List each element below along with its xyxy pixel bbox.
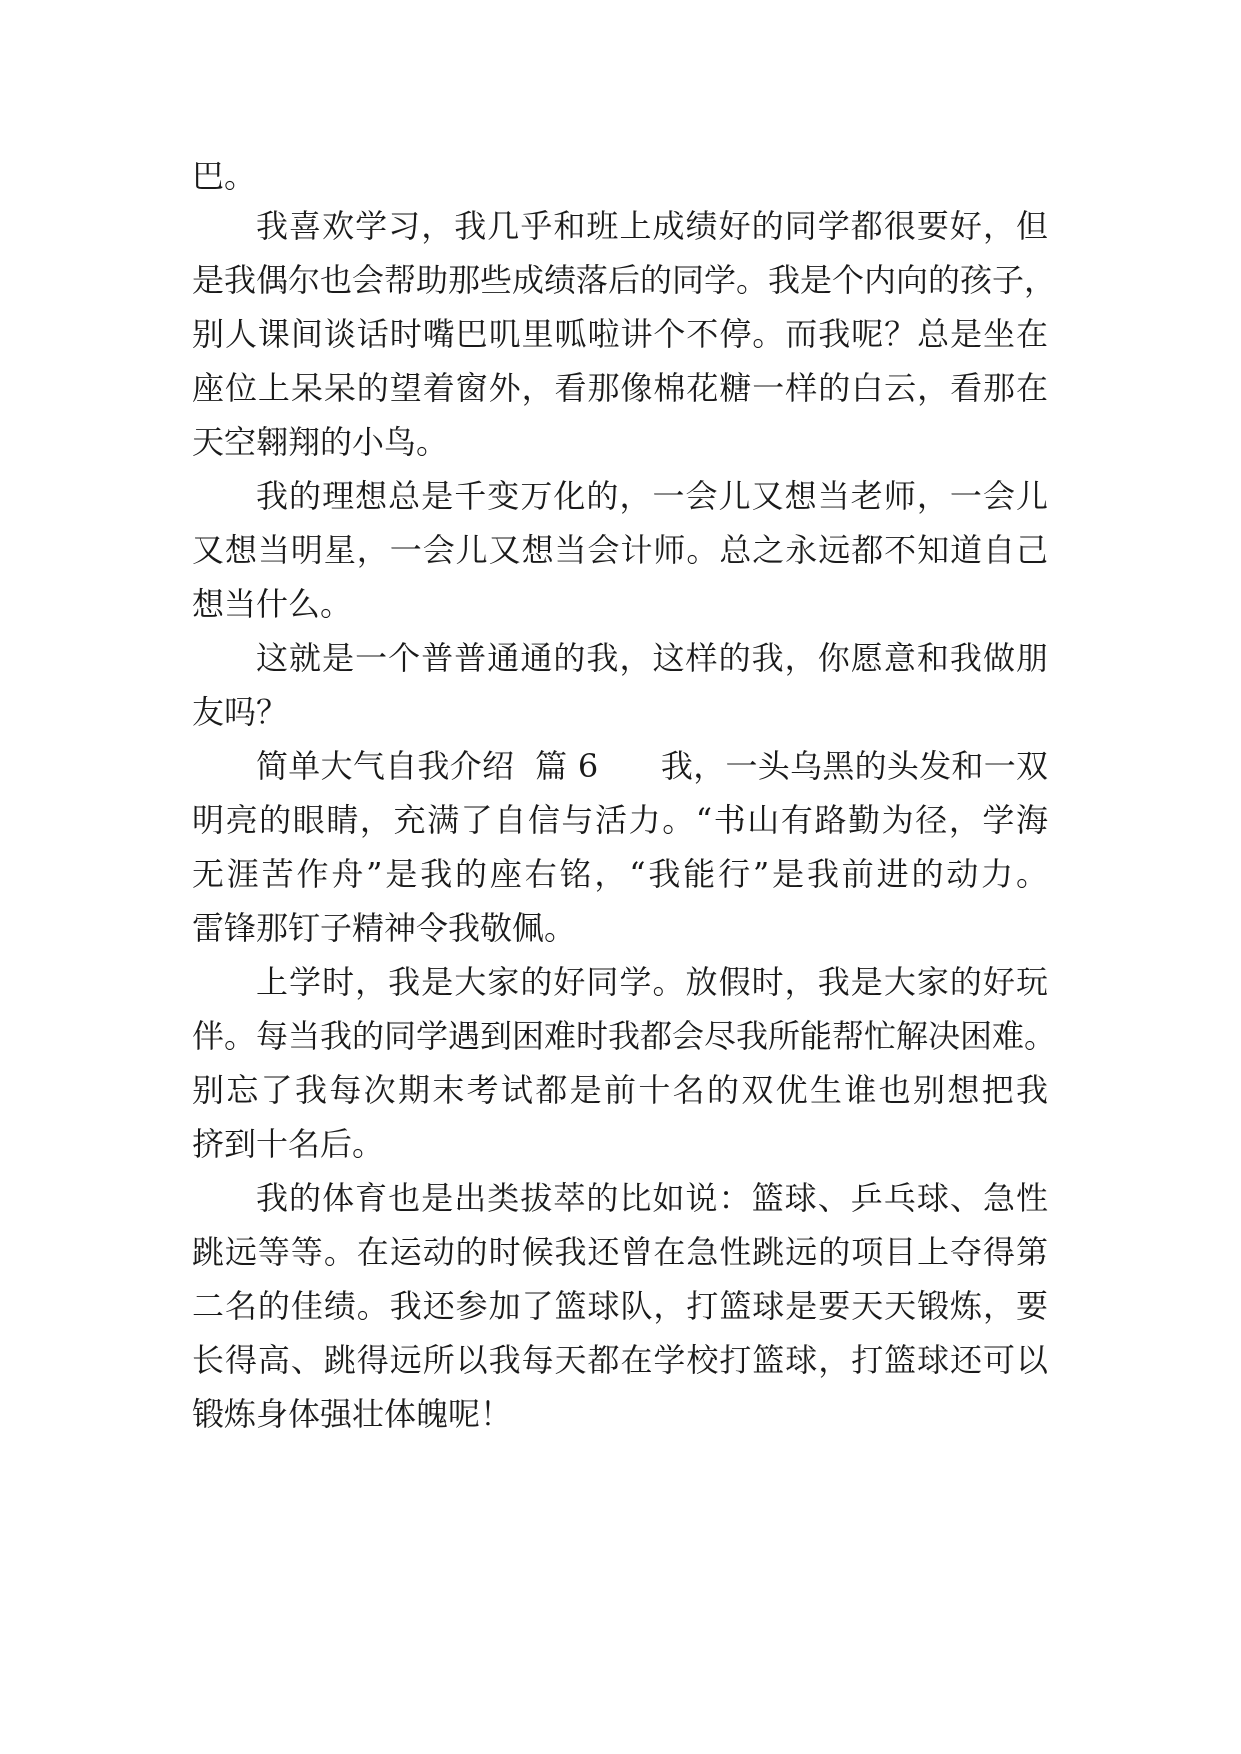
text-line: 明亮的眼睛，充满了自信与活力。“书山有路勤为径，学海	[192, 801, 1048, 839]
text-line: 座位上呆呆的望着窗外，看那像棉花糖一样的白云，看那在	[192, 369, 1048, 407]
text-line: 是我偶尔也会帮助那些成绩落后的同学。我是个内向的孩子，	[192, 261, 1057, 299]
text-line: 天空翱翔的小鸟。	[192, 423, 449, 461]
paragraph-start-line: 我的体育也是出类拔萃的比如说：篮球、乒乓球、急性	[256, 1179, 1048, 1217]
paragraph-start-line: 我的理想总是千变万化的，一会儿又想当老师，一会儿	[256, 477, 1048, 515]
text-line: 锻炼身体强壮体魄呢！	[192, 1395, 513, 1433]
text-line: 友吗？	[192, 693, 289, 731]
text-line: 跳远等等。在运动的时候我还曾在急性跳远的项目上夺得第	[192, 1233, 1048, 1271]
text-line: 无涯苦作舟”是我的座右铭，“我能行”是我前进的动力。	[192, 855, 1048, 893]
paragraph-start-line: 上学时，我是大家的好同学。放假时，我是大家的好玩	[256, 963, 1048, 1001]
paragraph-start-line: 我喜欢学习，我几乎和班上成绩好的同学都很要好，但	[256, 207, 1048, 245]
text-line: 挤到十名后。	[192, 1125, 385, 1163]
text-line: 巴。	[192, 157, 257, 195]
text-line: 又想当明星，一会儿又想当会计师。总之永远都不知道自己	[192, 531, 1048, 569]
text-line: 雷锋那钉子精神令我敬佩。	[192, 909, 577, 947]
text-line: 二名的佳绩。我还参加了篮球队，打篮球是要天天锻炼，要	[192, 1287, 1048, 1325]
section-heading-line: 简单大气自我介绍 篇 6 我，一头乌黑的头发和一双	[256, 747, 1048, 785]
text-line: 别人课间谈话时嘴巴叽里呱啦讲个不停。而我呢？总是坐在	[192, 315, 1048, 353]
text-line: 长得高、跳得远所以我每天都在学校打篮球，打篮球还可以	[192, 1341, 1048, 1379]
text-line: 想当什么。	[192, 585, 353, 623]
text-line: 别忘了我每次期末考试都是前十名的双优生谁也别想把我	[192, 1071, 1048, 1109]
text-line: 伴。每当我的同学遇到困难时我都会尽我所能帮忙解决困难。	[192, 1017, 1057, 1055]
paragraph-start-line: 这就是一个普普通通的我，这样的我，你愿意和我做朋	[256, 639, 1048, 677]
